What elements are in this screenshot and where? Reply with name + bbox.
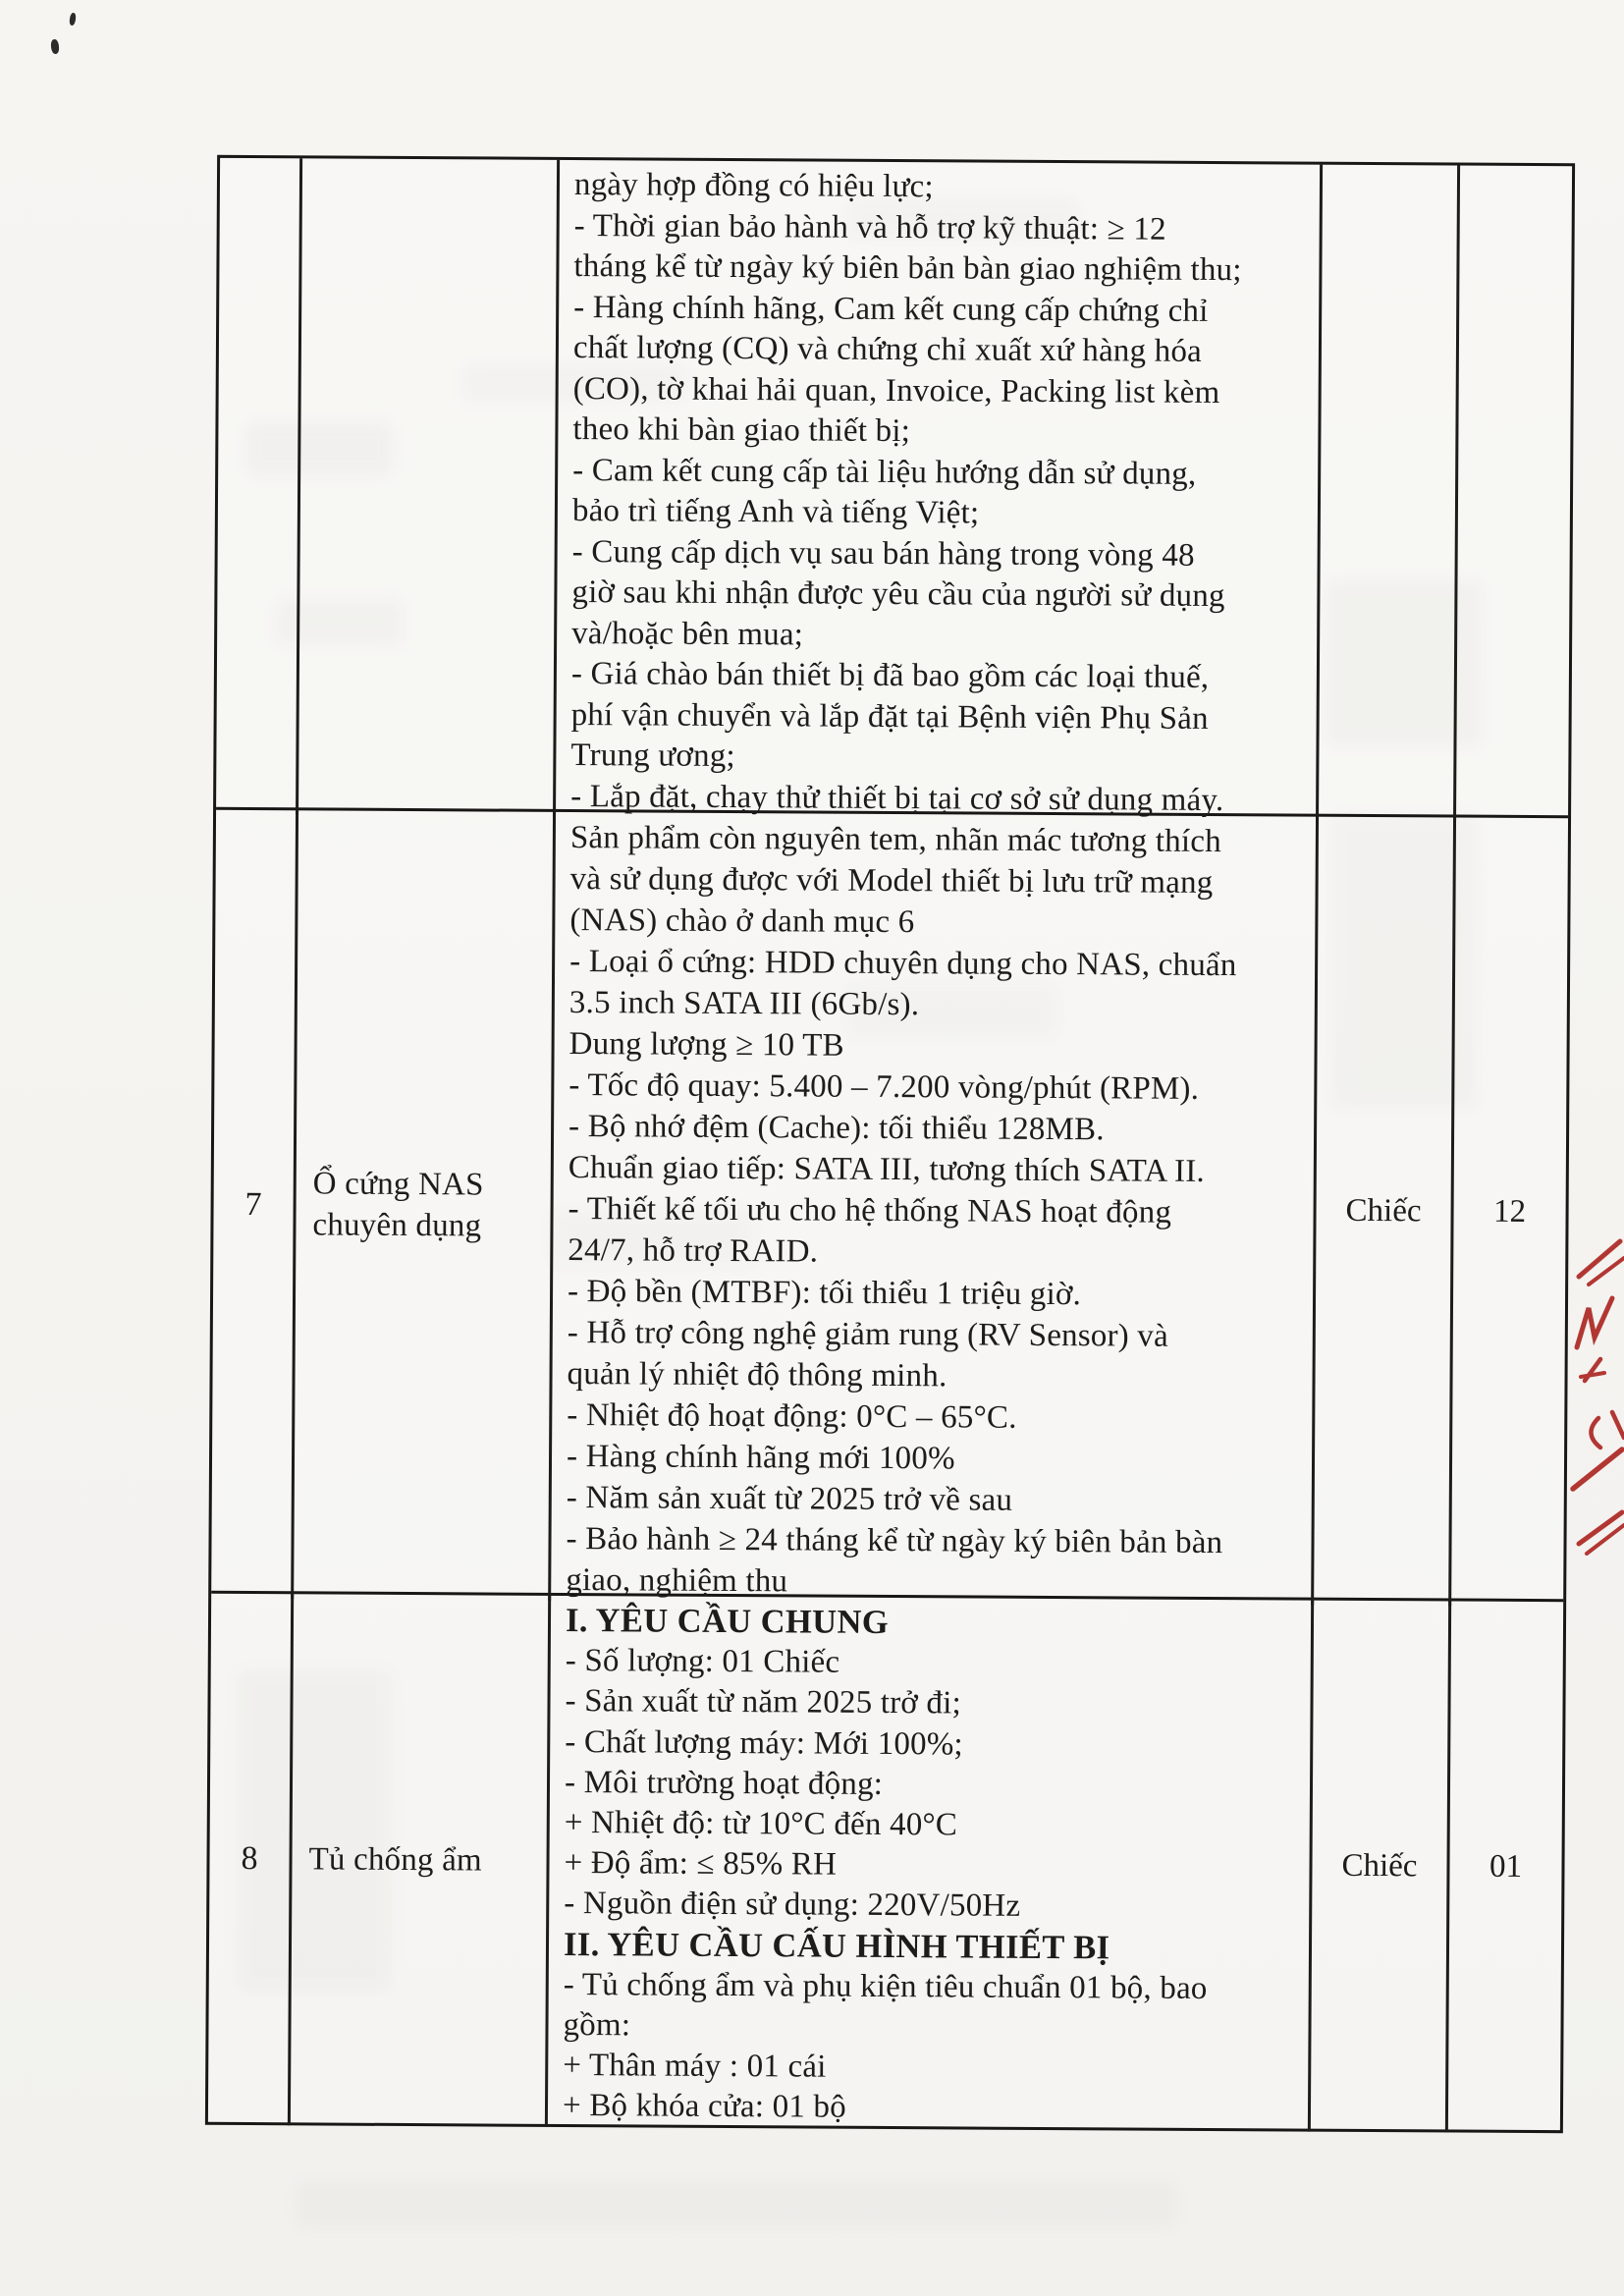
text-line: giao, nghiệm thu — [566, 1561, 788, 1600]
quantity-cell: 12 — [1492, 1193, 1527, 1230]
unit-cell: Chiếc — [1311, 1601, 1451, 2132]
text-line: và sử dụng được với Model thiết bị lưu trữ mạng — [569, 861, 1214, 902]
text-line: + Thân máy : 01 cái — [563, 2048, 827, 2085]
table-row-continuation — [216, 158, 1572, 818]
text-line: - Bộ nhớ đệm (Cache): tối thiểu 128MB. — [568, 1109, 1105, 1148]
text-line: I. YÊU CẦU CHUNG — [565, 1601, 890, 1641]
text-line: gồm: — [563, 2007, 631, 2044]
text-line: - Chất lượng máy: Mới 100%; — [565, 1723, 963, 1763]
text-line: - Thời gian bảo hành và hỗ trợ kỹ thuật: ≥ 12 — [573, 207, 1166, 247]
stt-cell: 7 — [211, 810, 298, 1599]
text-line: chuyên dụng — [312, 1206, 482, 1243]
unit-cell: Chiếc — [1314, 817, 1456, 1607]
text-line: - Cam kết cung cấp tài liệu hướng dẫn sử dụng, — [572, 452, 1197, 492]
text-line: - Lắp đặt, chạy thử thiết bị tại cơ sở sử dụng máy. — [570, 778, 1224, 818]
spec-cell — [551, 812, 1319, 1606]
table-row-8 — [208, 1594, 1563, 2133]
text-line: - Loại ổ cứng: HDD chuyên dụng cho NAS, chuẩn — [569, 944, 1237, 984]
text-line: + Nhiệt độ: từ 10°C đến 40°C — [564, 1805, 958, 1843]
text-line: - Tủ chống ẩm và phụ kiện tiêu chuẩn 01 bộ, bao — [563, 1966, 1208, 2006]
table-row-7 — [211, 810, 1568, 1602]
text-line: Ổ cứng NAS — [312, 1166, 484, 1203]
ink-speck — [69, 13, 77, 27]
text-line: - Môi trường hoạt động: — [564, 1764, 884, 1802]
text-line: bảo trì tiếng Anh và tiếng Việt; — [571, 493, 980, 531]
text-line: (NAS) chào ở danh mục 6 — [569, 902, 915, 941]
stt-cell: 8 — [208, 1594, 294, 2125]
text-line: - Nguồn điện sử dụng: 220V/50Hz — [564, 1886, 1021, 1925]
text-line: ngày hợp đồng có hiệu lực; — [573, 167, 934, 205]
text-line: 3.5 inch SATA III (6Gb/s). — [568, 985, 920, 1023]
text-line: II. YÊU CẦU CẤU HÌNH THIẾT BỊ — [563, 1925, 1110, 1967]
spec-cell — [548, 1596, 1314, 2131]
text-line: Sản phẩm còn nguyên tem, nhãn mác tương thích — [569, 820, 1221, 860]
text-line: Trung ương; — [570, 738, 735, 775]
text-line: - Độ bền (MTBF): tối thiểu 1 triệu giờ. — [567, 1273, 1082, 1313]
text-line: - Hàng chính hãng mới 100% — [566, 1438, 955, 1477]
text-line: tháng kể từ ngày ký biên bản bàn giao nghiệm thu; — [573, 248, 1242, 289]
text-line: - Hỗ trợ công nghệ giảm rung (RV Sensor) và — [567, 1314, 1169, 1354]
text-line: quản lý nhiệt độ thông minh. — [567, 1355, 947, 1394]
text-line: - Bảo hành ≥ 24 tháng kể từ ngày ký biên bản bàn — [566, 1520, 1223, 1561]
text-line: Dung lượng ≥ 10 TB — [568, 1026, 844, 1064]
text-line: + Bộ khóa cửa: 01 bộ — [562, 2088, 846, 2126]
text-line: - Giá chào bán thiết bị đã bao gồm các loại thuế, — [570, 656, 1210, 695]
text-line: + Độ ẩm: ≤ 85% RH — [564, 1845, 838, 1883]
text-line: giờ sau khi nhận được yêu cầu của người sử dụng — [571, 574, 1225, 615]
spec-table — [205, 155, 1575, 2133]
text-line: - Sản xuất từ năm 2025 trở đi; — [565, 1683, 962, 1722]
text-line: - Thiết kế tối ưu cho hệ thống NAS hoạt động — [568, 1190, 1172, 1230]
text-line: Tủ chống ẩm — [308, 1840, 482, 1879]
text-line: (CO), tờ khai hải quan, Invoice, Packing list kèm — [572, 370, 1220, 410]
item-name-cell — [298, 158, 560, 817]
text-line: - Nhiệt độ hoạt động: 0°C – 65°C. — [567, 1396, 1017, 1436]
quantity-cell: 01 — [1489, 1848, 1523, 1885]
text-line: theo khi bàn giao thiết bị; — [572, 411, 911, 450]
quantity-cell — [1456, 166, 1572, 824]
item-name-cell — [291, 1594, 551, 2126]
text-line: - Cung cấp dịch vụ sau bán hàng trong vòng 48 — [571, 533, 1195, 574]
text-line: - Số lượng: 01 Chiếc — [565, 1643, 840, 1680]
text-line: Chuẩn giao tiếp: SATA III, tương thích SATA II. — [568, 1149, 1206, 1189]
text-line: 24/7, hỗ trợ RAID. — [568, 1231, 819, 1270]
text-line: và/hoặc bên mua; — [571, 615, 804, 652]
stt-cell — [216, 158, 302, 816]
text-line: - Năm sản xuất từ 2025 trở về sau — [566, 1479, 1013, 1518]
bleedthrough-smudge — [295, 2180, 1178, 2229]
spec-cell — [556, 160, 1323, 822]
unit-cell — [1319, 165, 1460, 823]
item-name-cell — [294, 810, 556, 1601]
text-line: phí vận chuyển và lắp đặt tại Bệnh viện Phụ Sản — [570, 696, 1209, 737]
text-line: - Hàng chính hãng, Cam kết cung cấp chứng chỉ — [573, 289, 1209, 329]
red-pen-annotation-icon — [1565, 1226, 1624, 1564]
ink-speck — [50, 39, 60, 55]
text-line: chất lượng (CQ) và chứng chỉ xuất xứ hàng hóa — [572, 330, 1203, 369]
text-line: - Tốc độ quay: 5.400 – 7.200 vòng/phút (RPM). — [568, 1067, 1200, 1107]
